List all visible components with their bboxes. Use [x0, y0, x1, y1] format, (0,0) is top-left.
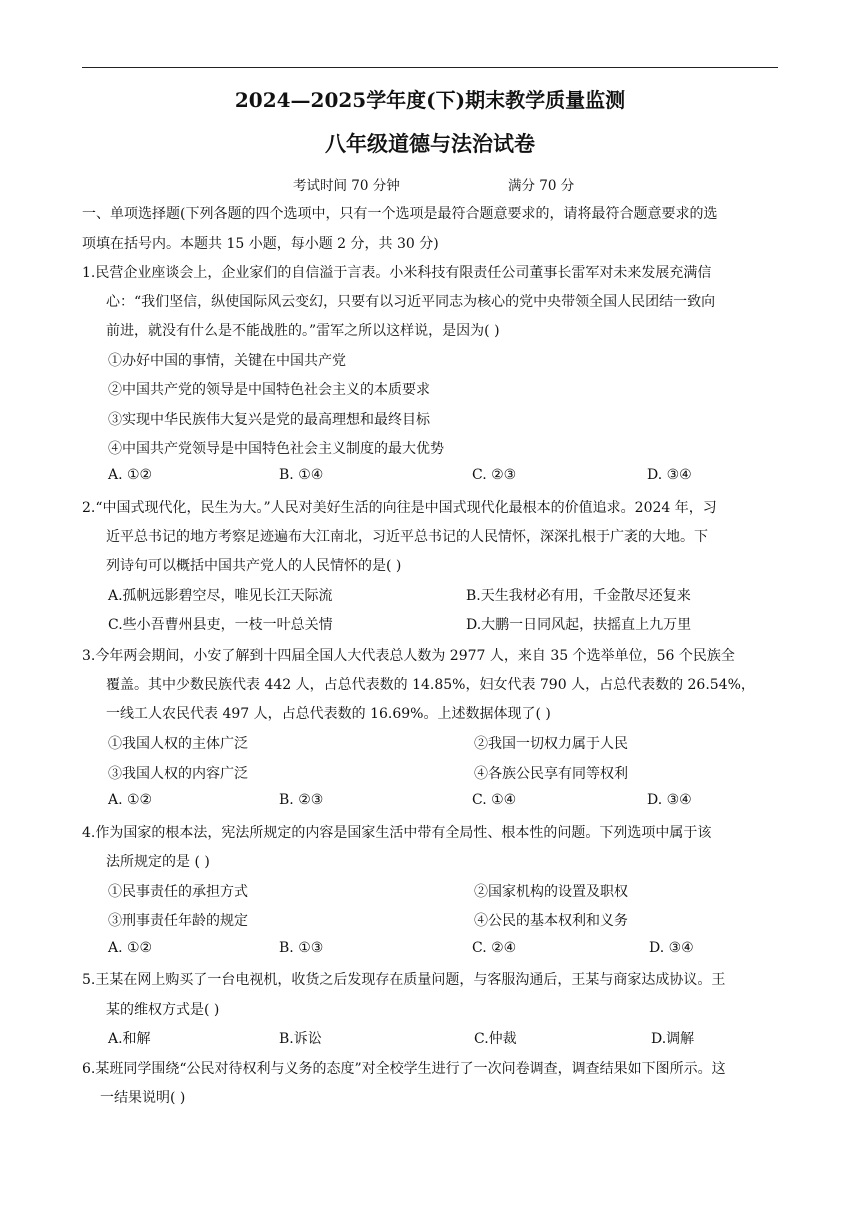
- question-5-option-a: A.和解: [108, 1031, 151, 1047]
- question-3-option-c: C. ①④: [472, 792, 517, 808]
- question-3-statement: ①我国人权的主体广泛: [108, 736, 248, 752]
- question-1-statement: ①办好中国的事情，关键在中国共产党: [108, 353, 346, 369]
- question-4-statement: ④公民的基本权利和义务: [474, 913, 628, 929]
- exam-title: 2024—2025学年度(下)期末教学质量监测: [234, 88, 626, 112]
- question-4-statement: ③刑事责任年龄的规定: [108, 913, 248, 929]
- question-1-option-d: D. ③④: [647, 467, 692, 483]
- question-5-option-c: C.仲裁: [474, 1031, 517, 1047]
- question-3-option-b: B. ②③: [279, 792, 324, 808]
- question-3-option-a: A. ①②: [108, 792, 153, 808]
- question-2-text: 2.“中国式现代化，民生为大。”人民对美好生活的向往是中国式现代化最根本的价值追求。2024 年，习: [82, 500, 717, 516]
- question-1-option-c: C. ②③: [472, 467, 517, 483]
- question-3-text: 一线工人农民代表 497 人，占总代表数的 16.69%。上述数据体现了( ): [106, 706, 551, 722]
- question-2-option-a: A.孤帆远影碧空尽，唯见长江天际流: [108, 588, 333, 604]
- question-3-option-d: D. ③④: [647, 792, 692, 808]
- question-2-text: 近平总书记的地方考察足迹遍布大江南北，习近平总书记的人民情怀，深深扎根于广袤的大地。下: [106, 529, 708, 545]
- question-4-option-a: A. ①②: [108, 940, 153, 956]
- question-1-option-b: B. ①④: [279, 467, 324, 483]
- question-3-statement: ②我国一切权力属于人民: [474, 736, 628, 752]
- exam-time: 考试时间 70 分钟: [293, 178, 400, 194]
- question-1-statement: ②中国共产党的领导是中国特色社会主义的本质要求: [108, 382, 430, 398]
- question-2-option-c: C.些小吾曹州县吏，一枝一叶总关情: [108, 617, 333, 633]
- question-4-statement: ①民事责任的承担方式: [108, 884, 248, 900]
- exam-subtitle: 八年级道德与法治试卷: [325, 131, 535, 156]
- top-rule: [82, 67, 778, 68]
- question-1-statement: ④中国共产党领导是中国特色社会主义制度的最大优势: [108, 441, 444, 457]
- question-4-text: 法所规定的是 ( ): [106, 854, 210, 870]
- question-4-statement: ②国家机构的设置及职权: [474, 884, 628, 900]
- question-5-text: 某的维权方式是( ): [106, 1002, 220, 1018]
- section-instruction: 一、单项选择题(下列各题的四个选项中，只有一个选项是最符合题意要求的，请将最符合题意要求的选: [82, 206, 718, 222]
- question-3-text: 3.今年两会期间，小安了解到十四届全国人大代表总人数为 2977 人，来自 35 个选举单位，56 个民族全: [82, 648, 735, 664]
- question-4-text: 4.作为国家的根本法，宪法所规定的内容是国家生活中带有全局性、根本性的问题。下列选项中属于该: [82, 825, 712, 841]
- question-3-statement: ④各族公民享有同等权利: [474, 766, 628, 782]
- section-instruction: 项填在括号内。本题共 15 小题，每小题 2 分，共 30 分): [82, 236, 439, 252]
- question-6-text: 一结果说明( ): [100, 1090, 186, 1106]
- question-1-text: 前进，就没有什么是不能战胜的。”雷军之所以这样说，是因为( ): [106, 323, 500, 339]
- question-5-option-b: B.诉讼: [279, 1031, 322, 1047]
- question-5-text: 5.王某在网上购买了一台电视机，收货之后发现存在质量问题，与客服沟通后，王某与商家达成协议。王: [82, 972, 726, 988]
- question-2-option-d: D.大鹏一日同风起，扶摇直上九万里: [466, 617, 692, 633]
- question-2-text: 列诗句可以概括中国共产党人的人民情怀的是( ): [106, 558, 402, 574]
- question-5-option-d: D.调解: [651, 1031, 695, 1047]
- question-4-option-b: B. ①③: [279, 940, 324, 956]
- question-1-text: 心：“我们坚信，纵使国际风云变幻，只要有以习近平同志为核心的党中央带领全国人民团结一致向: [106, 294, 716, 310]
- full-score: 满分 70 分: [508, 178, 575, 194]
- question-4-option-c: C. ②④: [472, 940, 517, 956]
- question-2-option-b: B.天生我材必有用，千金散尽还复来: [466, 588, 691, 604]
- question-3-statement: ③我国人权的内容广泛: [108, 766, 248, 782]
- question-4-option-d: D. ③④: [649, 940, 694, 956]
- question-6-text: 6.某班同学围绕“公民对待权利与义务的态度”对全校学生进行了一次问卷调查，调查结果如下图所示。这: [82, 1061, 726, 1077]
- question-1-option-a: A. ①②: [108, 467, 153, 483]
- question-1-text: 1.民营企业座谈会上，企业家们的自信溢于言表。小米科技有限责任公司董事长雷军对未来发展充满信: [82, 265, 712, 281]
- question-1-statement: ③实现中华民族伟大复兴是党的最高理想和最终目标: [108, 412, 430, 428]
- question-3-text: 覆盖。其中少数民族代表 442 人，占总代表数的 14.85%，妇女代表 790 人，占总代表数的 26.54%，: [106, 677, 755, 693]
